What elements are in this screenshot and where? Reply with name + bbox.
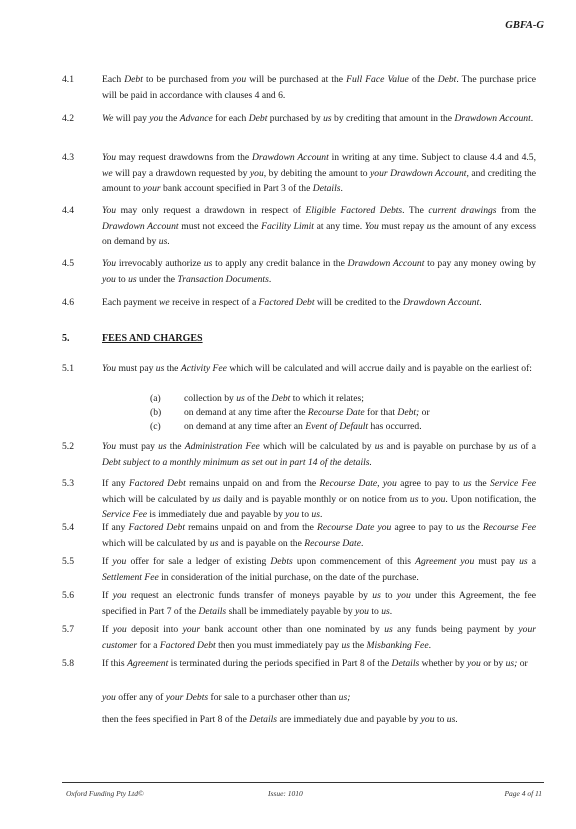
clause-5-4: [62, 520, 536, 551]
clause-5-8: [62, 656, 536, 672]
clause-number: 4.1: [62, 74, 74, 85]
clause-5-5: [62, 554, 536, 585]
clause-number: 5.7: [62, 624, 74, 635]
clause-text: If any Factored Debt remains unpaid on and from the Recourse Date, you agree to pay to us the Service Fee which will be calculated by us daily and is payable monthly or on notice from us to you. Upon notification, the Service Fee is immediately due and payable by you to us.: [102, 478, 536, 520]
subitem-b: [150, 406, 536, 420]
clause-text: You may request drawdowns from the Drawdown Account in writing at any time. Subject to clause 4.4 and 4.5, we will pay a drawdown requested by you, by debiting the amount to your Drawdown Account, and crediting the amount to your bank account specified in Part 3 of the Details.: [102, 152, 536, 194]
clause-text: We will pay you the Advance for each Debt purchased by us by crediting that amount in the Drawdown Account.: [102, 113, 534, 124]
clause-text: You irrevocably authorize us to apply any credit balance in the Drawdown Account to pay any money owing by you to us under the Transaction Documents.: [102, 258, 536, 285]
clause-text: If any Factored Debt remains unpaid on and from the Recourse Date you agree to pay to us the Recourse Fee which will be calculated by us and is payable on the Recourse Date.: [102, 522, 536, 549]
clause-4-1: [62, 72, 536, 103]
section-heading: [62, 333, 203, 344]
clause-text: If this Agreement is terminated during the periods specified in Part 8 of the Details whether by you or by us; or: [102, 658, 528, 669]
subitem-text: on demand at any time after an Event of Default has occurred.: [184, 421, 422, 432]
clause-text: Each payment we receive in respect of a Factored Debt will be credited to the Drawdown Account.: [102, 297, 482, 308]
clause-5-3: [62, 476, 536, 523]
section-number: 5.: [62, 333, 70, 344]
clause-number: 5.3: [62, 478, 74, 489]
clause-number: 4.4: [62, 205, 74, 216]
subitem-text: collection by us of the Debt to which it relates;: [184, 393, 364, 404]
subitem-letter: (b): [150, 407, 162, 418]
clause-5-2: [62, 439, 536, 470]
footer-page-number: Page 4 of 11: [504, 789, 542, 798]
clause-text: You must pay us the Activity Fee which will be calculated and will accrue daily and is payable on the earliest of:: [102, 363, 532, 374]
clause-5-8-continuation: you offer any of your Debts for sale to a purchaser other than us;: [102, 692, 351, 703]
clause-number: 4.5: [62, 258, 74, 269]
clause-number: 5.5: [62, 556, 74, 567]
clause-number: 5.4: [62, 522, 74, 533]
subitem-c: [150, 420, 536, 434]
clause-text: If you offer for sale a ledger of existing Debts upon commencement of this Agreement you must pay us a Settlement Fee in consideration of the initial purchase, on the date of the purchase.: [102, 556, 536, 583]
subitem-a: [150, 392, 536, 406]
clause-text: If you deposit into your bank account other than one nominated by us any funds being payment by your customer for a Factored Debt then you must immediately pay us the Misbanking Fee.: [102, 624, 536, 651]
clause-number: 5.6: [62, 590, 74, 601]
clause-text: You may only request a drawdown in respect of Eligible Factored Debts. The current drawings from the Drawdown Account must not exceed the Facility Limit at any time. You must repay us the amount of any excess on demand by us.: [102, 205, 537, 247]
clause-number: 5.1: [62, 363, 74, 374]
footer-company: Oxford Funding Pty Ltd©: [66, 789, 144, 798]
footer-divider: [62, 782, 544, 783]
clause-number: 4.6: [62, 297, 74, 308]
clause-number: 5.2: [62, 441, 74, 452]
document-code: GBFA-G: [505, 20, 544, 31]
clause-number: 4.2: [62, 113, 74, 124]
clause-text: If you request an electronic funds transfer of moneys payable by us to you under this Agreement, the fee specified in Part 7 of the Details shall be immediately payable by you to us.: [102, 590, 537, 617]
clause-5-8-conclusion: then the fees specified in Part 8 of the Details are immediately due and payable by you to us.: [102, 714, 458, 725]
subitem-text: on demand at any time after the Recourse Date for that Debt; or: [184, 407, 430, 418]
section-title: FEES AND CHARGES: [102, 333, 203, 344]
clause-text: Each Debt to be purchased from you will be purchased at the Full Face Value of the Debt. The purchase price will be paid in accordance with clauses 4 and 6.: [102, 74, 536, 101]
clause-5-6: [62, 588, 536, 619]
subitem-letter: (a): [150, 393, 161, 404]
clause-number: 5.8: [62, 658, 74, 669]
clause-number: 4.3: [62, 152, 74, 163]
clause-4-3: [62, 150, 536, 197]
footer-issue: Issue: 1010: [268, 789, 303, 798]
clause-4-4: [62, 203, 536, 250]
subitem-letter: (c): [150, 421, 161, 432]
clause-5-1: [62, 361, 536, 377]
clause-4-2: [62, 111, 536, 127]
clause-text: You must pay us the Administration Fee which will be calculated by us and is payable on purchase by us of a Debt subject to a monthly minimum as set out in part 14 of the details.: [102, 441, 537, 468]
clause-4-6: [62, 295, 536, 311]
clause-4-5: [62, 256, 536, 287]
clause-5-7: [62, 622, 536, 653]
